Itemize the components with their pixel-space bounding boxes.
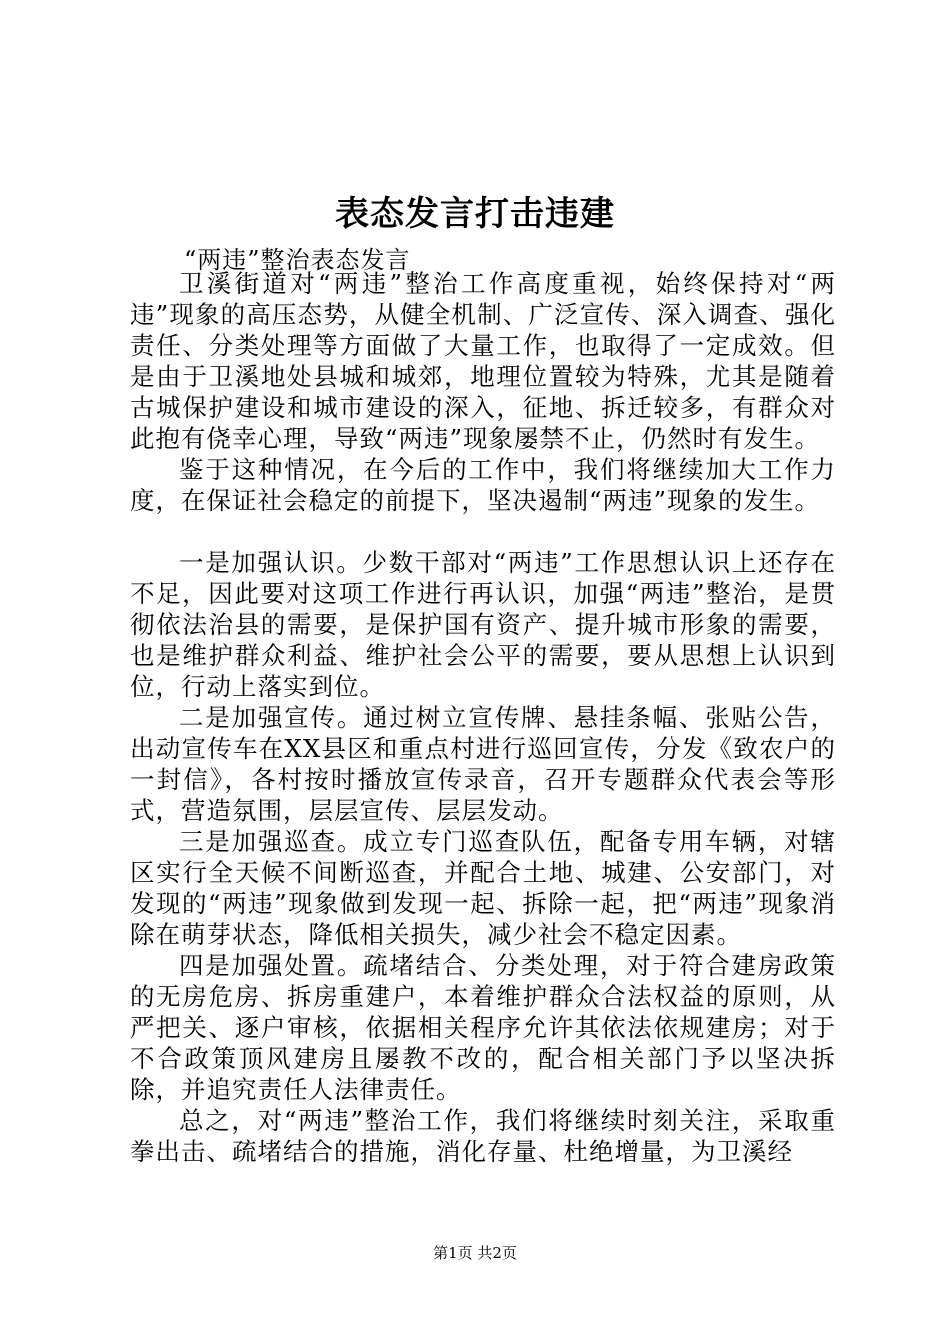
paragraph: 一是加强认识。少数干部对“两违”工作思想认识上还存在不足，因此要对这项工作进行再认识，加强“两违”整治，是贯彻依法治县的需要，是保护国有资产、提升城市形象的需要，也是维护群众利益、维护社会公平的需要，要从思想上认识到位，行动上落实到位。 — [130, 548, 836, 701]
paragraph: 总之，对“两违”整治工作，我们将继续时刻关注，采取重拳出击、疏堵结合的措施，消化存量、杜绝增量，为卫溪经 — [130, 1106, 836, 1166]
document-body — [130, 268, 836, 1167]
paragraph: 卫溪街道对“两违”整治工作高度重视，始终保持对“两违”现象的高压态势，从健全机制、广泛宣传、深入调查、强化责任、分类处理等方面做了大量工作，也取得了一定成效。但是由于卫溪地处县城和城郊，地理位置较为特殊，尤其是随着古城保护建设和城市建设的深入，征地、拆迁较多，有群众对此抱有侥幸心理，导致“两违”现象屡禁不止，仍然时有发生。 — [130, 269, 836, 453]
page-number-footer: 第1页 共2页 — [433, 1244, 517, 1262]
paragraph: 三是加强巡查。成立专门巡查队伍，配备专用车辆，对辖区实行全天候不间断巡查，并配合土地、城建、公安部门，对发现的“两违”现象做到发现一起、拆除一起，把“两违”现象消除在萌芽状态，降低相关损失，减少社会不稳定因素。 — [130, 827, 836, 949]
paragraph: 二是加强宣传。通过树立宣传牌、悬挂条幅、张贴公告，出动宣传车在XX县区和重点村进行巡回宣传，分发《致农户的一封信》，各村按时播放宣传录音，召开专题群众代表会等形式，营造氛围，层层宣传、层层发动。 — [130, 703, 836, 825]
paragraph: 四是加强处置。疏堵结合、分类处理，对于符合建房政策的无房危房、拆房重建户，本着维护群众合法权益的原则，从严把关、逐户审核，依据相关程序允许其依法依规建房；对于不合政策顶风建房且屡教不改的，配合相关部门予以坚决拆除，并追究责任人法律责任。 — [130, 951, 836, 1104]
paragraph: 鉴于这种情况，在今后的工作中，我们将继续加大工作力度，在保证社会稳定的前提下，坚决遏制“两违”现象的发生。 — [130, 455, 836, 515]
document-subtitle: “两违”整治表态发言 — [184, 246, 411, 274]
document-title: 表态发言打击违建 — [335, 194, 615, 234]
